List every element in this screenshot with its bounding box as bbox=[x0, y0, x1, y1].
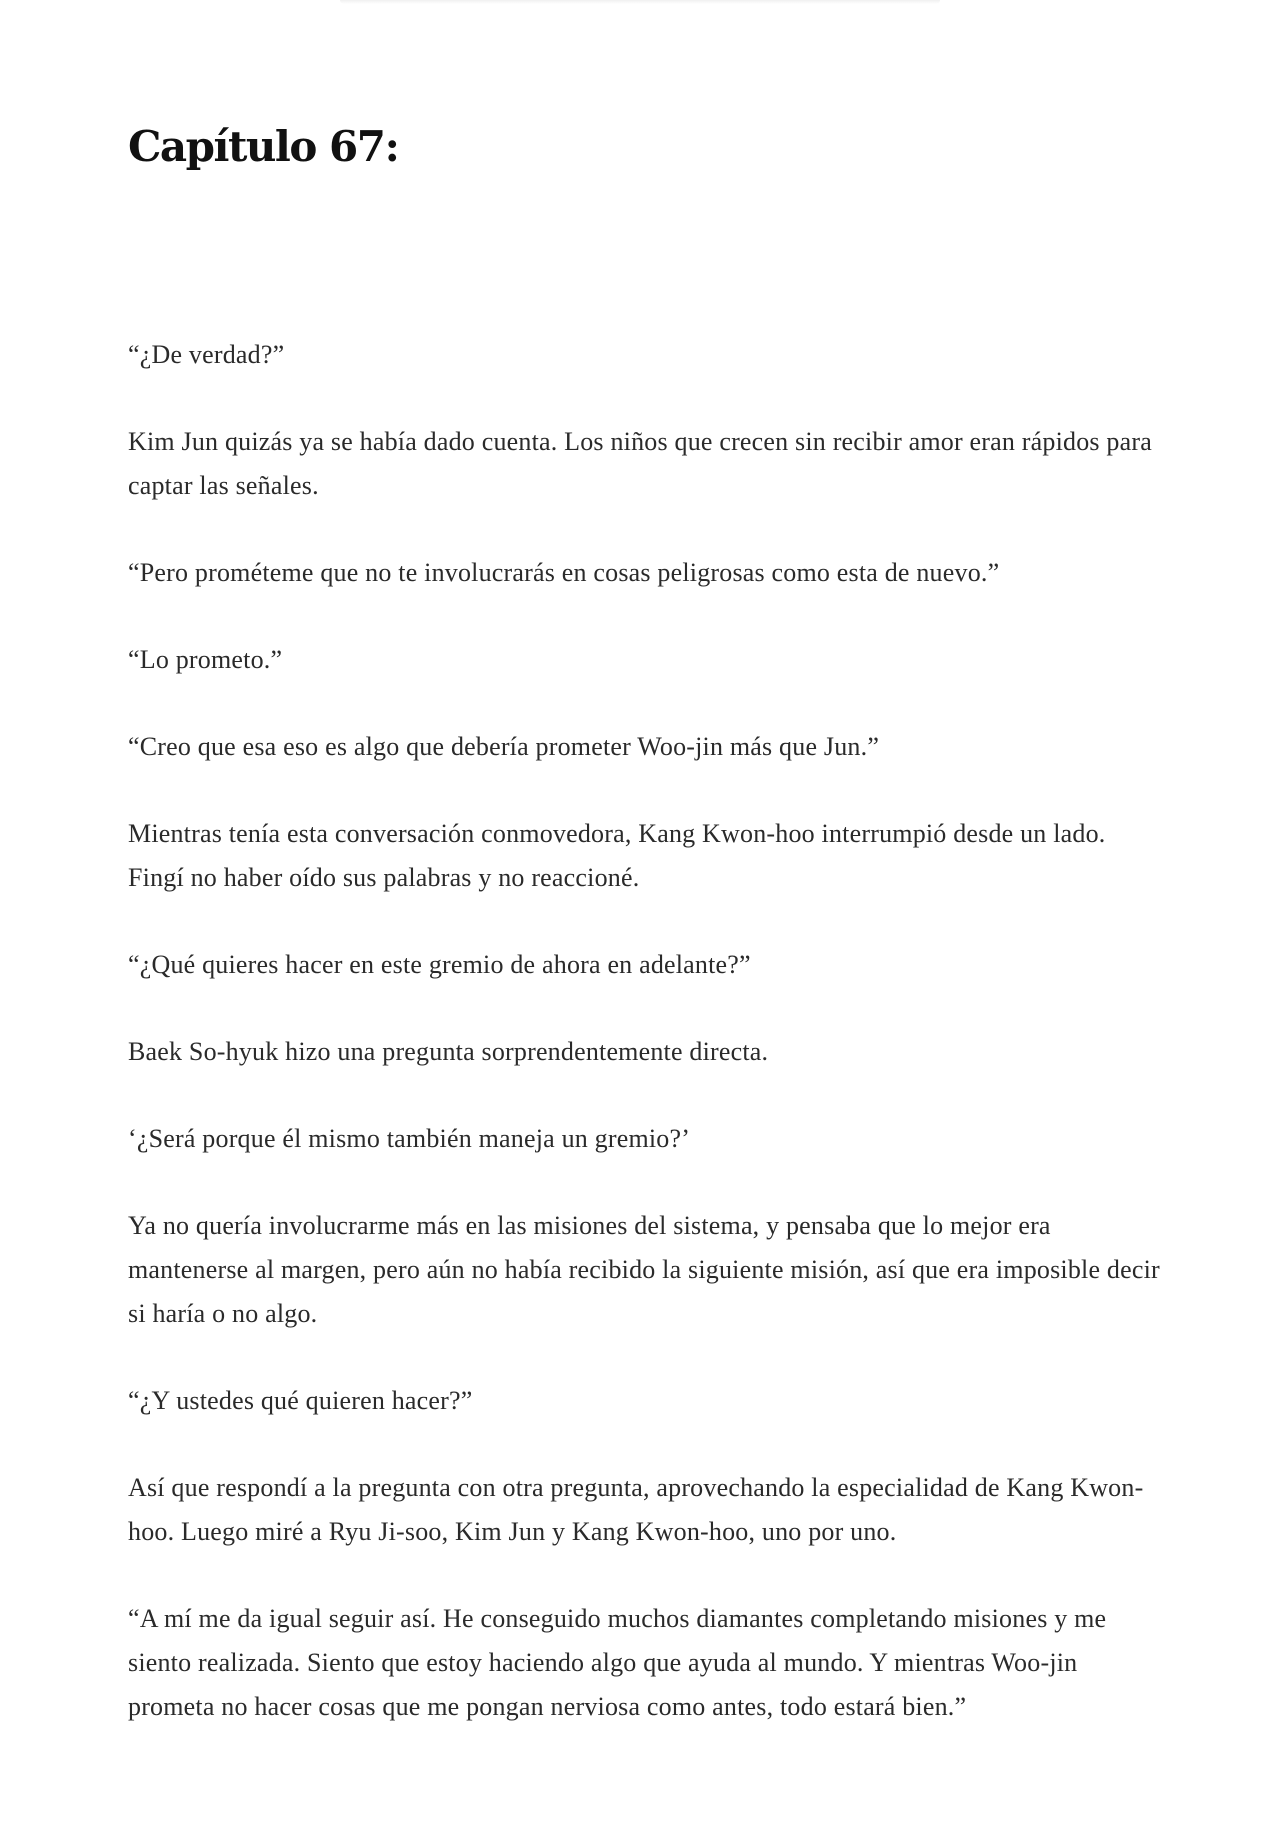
paragraph: Kim Jun quizás ya se había dado cuenta. Los niños que crecen sin recibir amor eran rápidos para captar las señales. bbox=[128, 427, 1152, 500]
paragraph: Baek So-hyuk hizo una pregunta sorprendentemente directa. bbox=[128, 1037, 769, 1066]
top-edge-shadow bbox=[340, 0, 940, 4]
paragraph: “¿Qué quieres hacer en este gremio de ahora en adelante?” bbox=[128, 950, 751, 979]
paragraph: “Pero prométeme que no te involucrarás en cosas peligrosas como esta de nuevo.” bbox=[128, 558, 1000, 587]
paragraph: Así que respondí a la pregunta con otra pregunta, aprovechando la especialidad de Kang Kwon-hoo. Luego miré a Ryu Ji-soo, Kim Jun y Kang Kwon-hoo, uno por uno. bbox=[128, 1473, 1144, 1546]
paragraph: “¿Y ustedes qué quieren hacer?” bbox=[128, 1386, 473, 1415]
paragraph: ‘¿Será porque él mismo también maneja un gremio?’ bbox=[128, 1124, 691, 1153]
paragraph: “Creo que esa eso es algo que debería prometer Woo-jin más que Jun.” bbox=[128, 732, 880, 761]
paragraph: “A mí me da igual seguir así. He conseguido muchos diamantes completando misiones y me siento realizada. Siento que estoy haciendo algo que ayuda al mundo. Y mientras Woo-jin prometa no hacer cosas que me pongan nerviosa como antes, todo estará bien.” bbox=[128, 1604, 1107, 1721]
paragraph: Mientras tenía esta conversación conmovedora, Kang Kwon-hoo interrumpió desde un lado. Fingí no haber oído sus palabras y no reaccioné. bbox=[128, 819, 1106, 892]
paragraph: “¿De verdad?” bbox=[128, 340, 285, 369]
chapter-title: Capítulo 67: bbox=[128, 122, 399, 171]
chapter-body bbox=[128, 333, 1168, 1772]
paragraph: Ya no quería involucrarme más en las misiones del sistema, y pensaba que lo mejor era mantenerse al margen, pero aún no había recibido la siguiente misión, así que era imposible decir si haría o no algo. bbox=[128, 1211, 1160, 1328]
paragraph: “Lo prometo.” bbox=[128, 645, 283, 674]
